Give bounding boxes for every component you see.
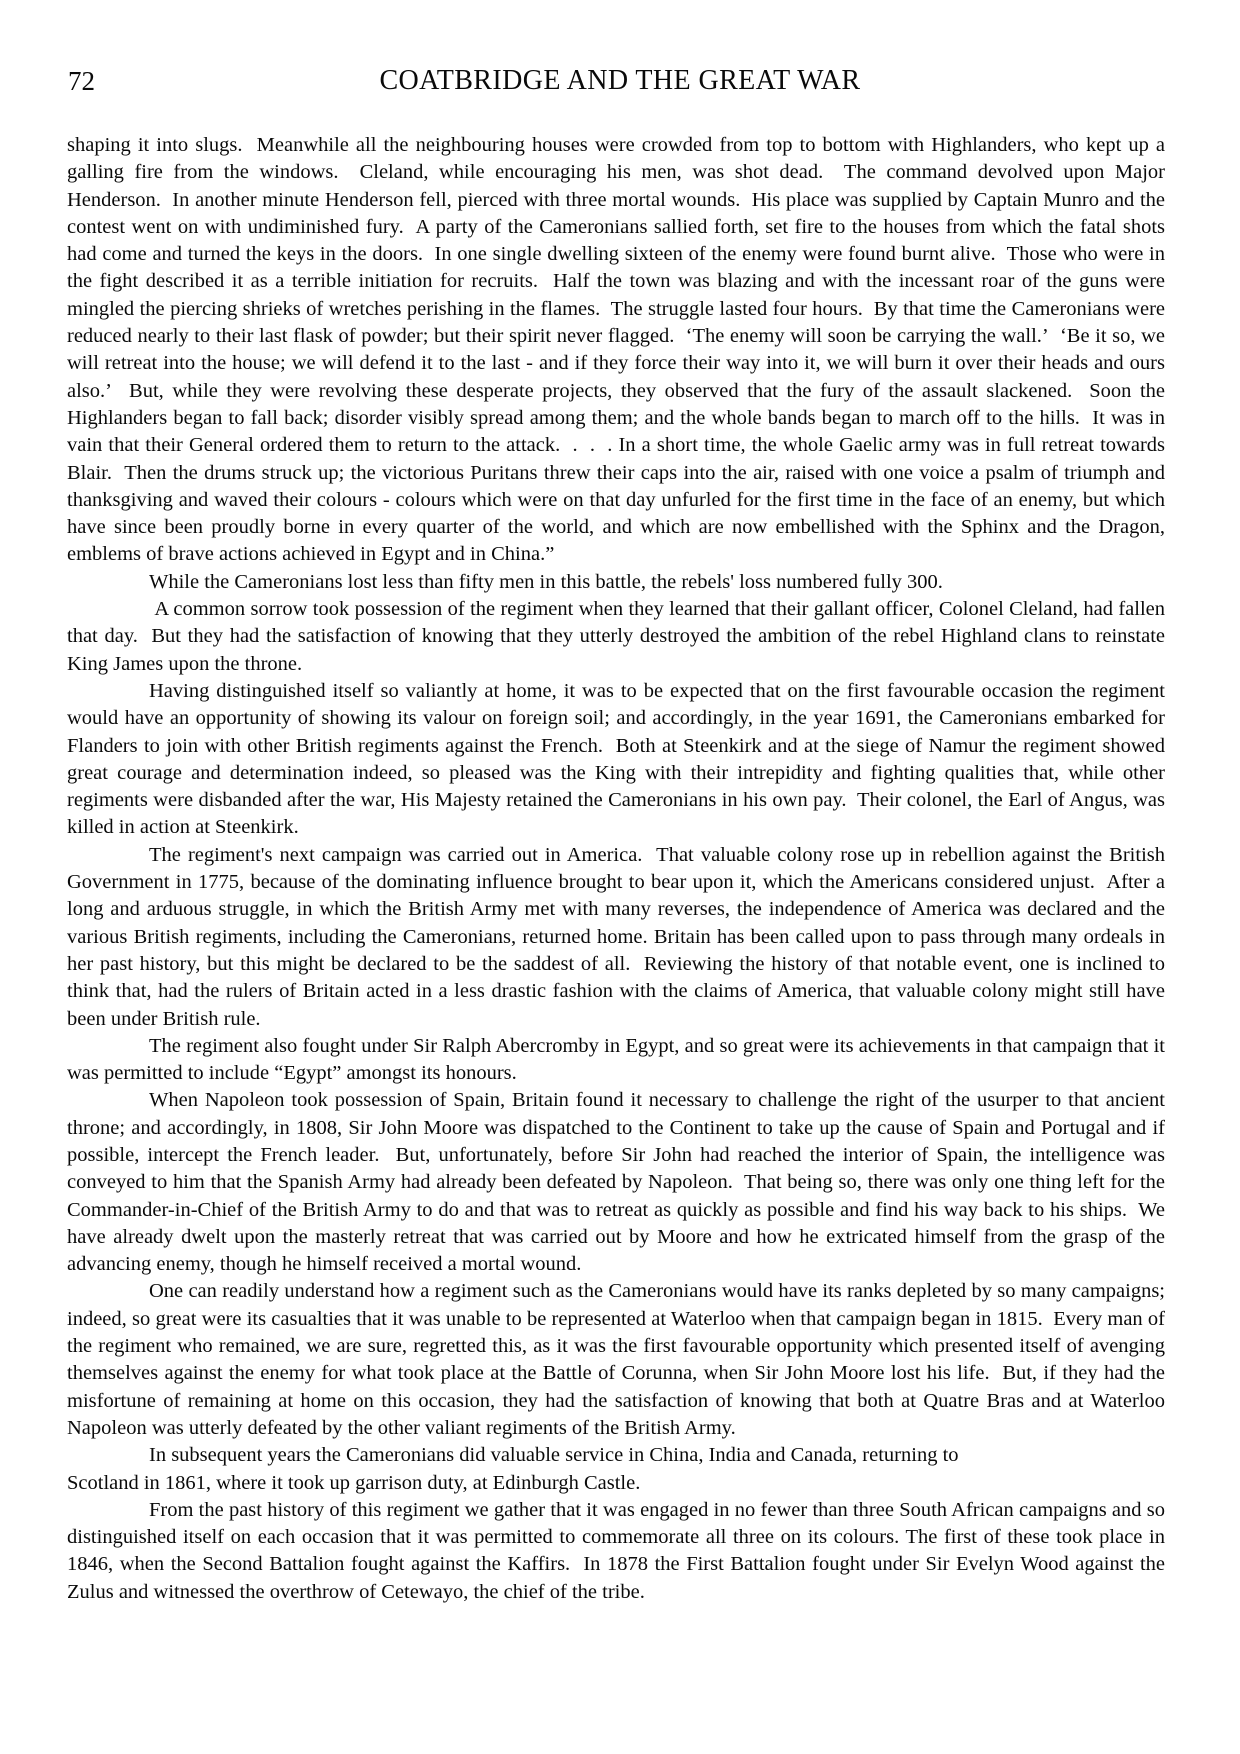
paragraph-3: A common sorrow took possession of the regiment when they learned that their gallant officer, Colonel Cleland, had fallen that day. But they had the satisfaction of knowing that they utterly destroyed the ambition of the rebel Highland clans to reinstate King James upon the throne. <box>67 598 1165 675</box>
page-number: 72 <box>68 66 95 96</box>
paragraph-6: The regiment also fought under Sir Ralph Abercromby in Egypt, and so great were its achievements in that campaign that it was permitted to include “Egypt” amongst its honours. <box>67 1034 1165 1085</box>
paragraph-2: While the Cameronians lost less than fifty men in this battle, the rebels' loss numbered fully 300. <box>149 570 943 593</box>
paragraph-9-line-1: In subsequent years the Cameronians did valuable service in China, India and Canada, returning to <box>149 1444 959 1467</box>
paragraph-8: One can readily understand how a regiment such as the Cameronians would have its ranks depleted by so many campaigns; indeed, so great were its casualties that it was unable to be represented at Waterloo when that campaign began in 1815. Every man of the regiment who remained, we are sure, regretted this, as it was the first favourable opportunity which presented itself of avenging themselves against the enemy for what took place at the Battle of Corunna, when Sir John Moore lost his life. But, if they had the misfortune of remaining at home on this occasion, they had the satisfaction of knowing that both at Quatre Bras and at Waterloo Napoleon was utterly defeated by the other valiant regiments of the British Army. <box>67 1280 1165 1439</box>
paragraph-4: Having distinguished itself so valiantly at home, it was to be expected that on the first favourable occasion the regiment would have an opportunity of showing its valour on foreign soil; and accordingly, in the year 1691, the Cameronians embarked for Flanders to join with other British regiments against the French. Both at Steenkirk and at the siege of Namur the regiment showed great courage and determination indeed, so pleased was the King with their intrepidity and fighting qualities that, while other regiments were disbanded after the war, His Majesty retained the Cameronians in his own pay. Their colonel, the Earl of Angus, was killed in action at Steenkirk. <box>67 679 1165 839</box>
paragraph-1: shaping it into slugs. Meanwhile all the neighbouring houses were crowded from top to bottom with Highlanders, who kept up a galling fire from the windows. Cleland, while encouraging his men, was shot dead. The command devolved upon Major Henderson. In another minute Henderson fell, pierced with three mortal wounds. His place was supplied by Captain Munro and the contest went on with undiminished fury. A party of the Cameronians sallied forth, set fire to the houses from which the fatal shots had come and turned the keys in the doors. In one single dwelling sixteen of the enemy were found burnt alive. Those who were in the fight described it as a terrible initiation for recruits. Half the town was blazing and with the incessant roar of the guns were mingled the piercing shrieks of wretches perishing in the flames. The struggle lasted four hours. By that time the Cameronians were reduced nearly to their last flask of powder; but their spirit never flagged. ‘The enemy will soon be carrying the wall.’ ‘Be it so, we will retreat into the house; we will defend it to the last - and if they force their way into it, we will burn it over their heads and ours also.’ But, while they were revolving these desperate projects, they observed that the fury of the assault slackened. Soon the Highlanders began to fall back; disorder visibly spread among them; and the whole bands began to march off to the hills. It was in vain that their General ordered them to return to the attack. . . . In a short time, the whole Gaelic army was in full retreat towards Blair. Then the drums struck up; the victorious Puritans threw their caps into the air, raised with one voice a psalm of triumph and thanksgiving and waved their colours - colours which were on that day unfurled for the first time in the face of an enemy, but which have since been proudly borne in every quarter of the world, and which are now embellished with the Sphinx and the Dragon, emblems of brave actions achieved in Egypt and in China.” <box>67 134 1165 566</box>
page-title: COATBRIDGE AND THE GREAT WAR <box>379 65 861 96</box>
paragraph-5: The regiment's next campaign was carried out in America. That valuable colony rose up in rebellion against the British Government in 1775, because of the dominating influence brought to bear upon it, which the Americans considered unjust. After a long and arduous struggle, in which the British Army met with many reverses, the independence of America was declared and the various British regiments, including the Cameronians, returned home. Britain has been called upon to pass through many ordeals in her past history, but this might be declared to be the saddest of all. Reviewing the history of that notable event, one is inclined to think that, had the rulers of Britain acted in a less drastic fashion with the claims of America, that valuable colony might still have been under British rule. <box>67 843 1165 1030</box>
paragraph-10: From the past history of this regiment we gather that it was engaged in no fewer than three South African campaigns and so distinguished itself on each occasion that it was permitted to commemorate all three on its colours. The first of these took place in 1846, when the Second Battalion fought against the Kaffirs. In 1878 the First Battalion fought under Sir Evelyn Wood against the Zulus and witnessed the overthrow of Cetewayo, the chief of the tribe. <box>67 1498 1165 1603</box>
page-body <box>67 132 1165 1606</box>
paragraph-7: When Napoleon took possession of Spain, Britain found it necessary to challenge the right of the usurper to that ancient throne; and accordingly, in 1808, Sir John Moore was dispatched to the Continent to take up the cause of Spain and Portugal and if possible, intercept the French leader. But, unfortunately, before Sir John had reached the interior of Spain, the intelligence was conveyed to him that the Spanish Army had already been defeated by Napoleon. That being so, there was only one thing left for the Commander-in-Chief of the British Army to do and that was to retreat as quickly as possible and find his way back to his ships. We have already dwelt upon the masterly retreat that was carried out by Moore and how he extricated himself from the grasp of the advancing enemy, though he himself received a mortal wound. <box>67 1089 1165 1276</box>
paragraph-9-line-2: Scotland in 1861, where it took up garrison duty, at Edinburgh Castle. <box>67 1471 641 1494</box>
